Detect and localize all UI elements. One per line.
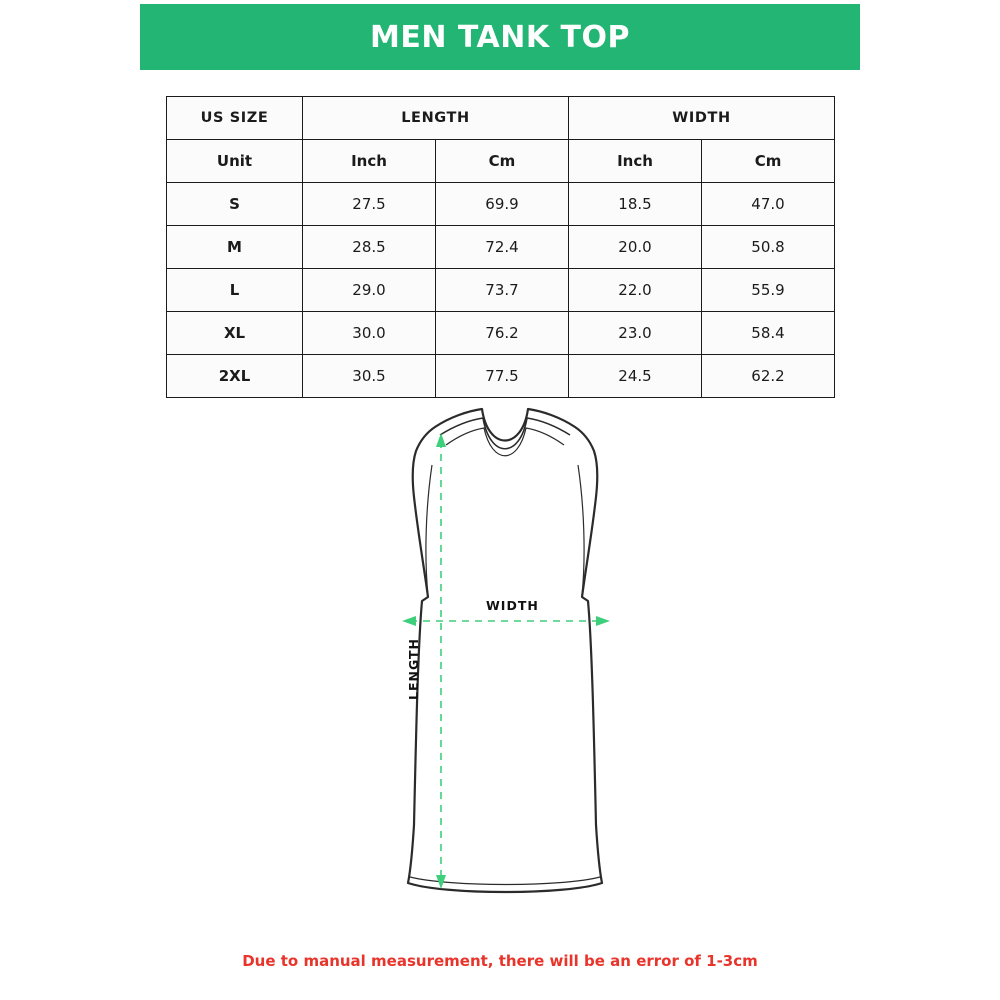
row-width-cm: 62.2 [702,355,835,398]
page-title: MEN TANK TOP [369,19,630,55]
row-length-cm: 76.2 [436,312,569,355]
row-width-inch: 18.5 [569,183,702,226]
row-width-inch: 22.0 [569,269,702,312]
row-width-inch: 20.0 [569,226,702,269]
table-row [167,183,835,226]
row-width-cm: 55.9 [702,269,835,312]
row-width-inch: 24.5 [569,355,702,398]
table-unit-row [167,140,835,183]
measurement-disclaimer: Due to manual measurement, there will be an error of 1-3cm [242,952,758,970]
row-length-inch: 30.5 [303,355,436,398]
tank-top-illustration [340,405,670,905]
unit-width-cm: Cm [702,140,835,183]
unit-label: Unit [167,140,303,183]
row-size: 2XL [167,355,303,398]
width-measure-label: WIDTH [486,598,539,613]
row-length-cm: 72.4 [436,226,569,269]
size-chart-table [166,96,835,398]
column-header-length: LENGTH [303,97,569,140]
row-length-cm: 77.5 [436,355,569,398]
length-measure-label: LENGTH [406,638,421,700]
width-arrow-right [596,616,610,626]
column-header-width: WIDTH [569,97,835,140]
row-size: L [167,269,303,312]
table-group-header-row [167,97,835,140]
row-length-cm: 69.9 [436,183,569,226]
size-chart-table-wrapper [166,96,834,398]
unit-length-inch: Inch [303,140,436,183]
row-length-cm: 73.7 [436,269,569,312]
row-width-cm: 58.4 [702,312,835,355]
row-length-inch: 27.5 [303,183,436,226]
garment-body-path [408,409,602,892]
header-banner [140,4,860,70]
unit-width-inch: Inch [569,140,702,183]
row-size: XL [167,312,303,355]
row-length-inch: 28.5 [303,226,436,269]
row-width-cm: 47.0 [702,183,835,226]
table-row [167,355,835,398]
table-row [167,269,835,312]
unit-length-cm: Cm [436,140,569,183]
width-arrow-left [402,616,416,626]
row-length-inch: 30.0 [303,312,436,355]
table-row [167,226,835,269]
row-width-cm: 50.8 [702,226,835,269]
row-width-inch: 23.0 [569,312,702,355]
row-size: M [167,226,303,269]
table-row [167,312,835,355]
column-header-us-size: US SIZE [167,97,303,140]
row-length-inch: 29.0 [303,269,436,312]
row-size: S [167,183,303,226]
